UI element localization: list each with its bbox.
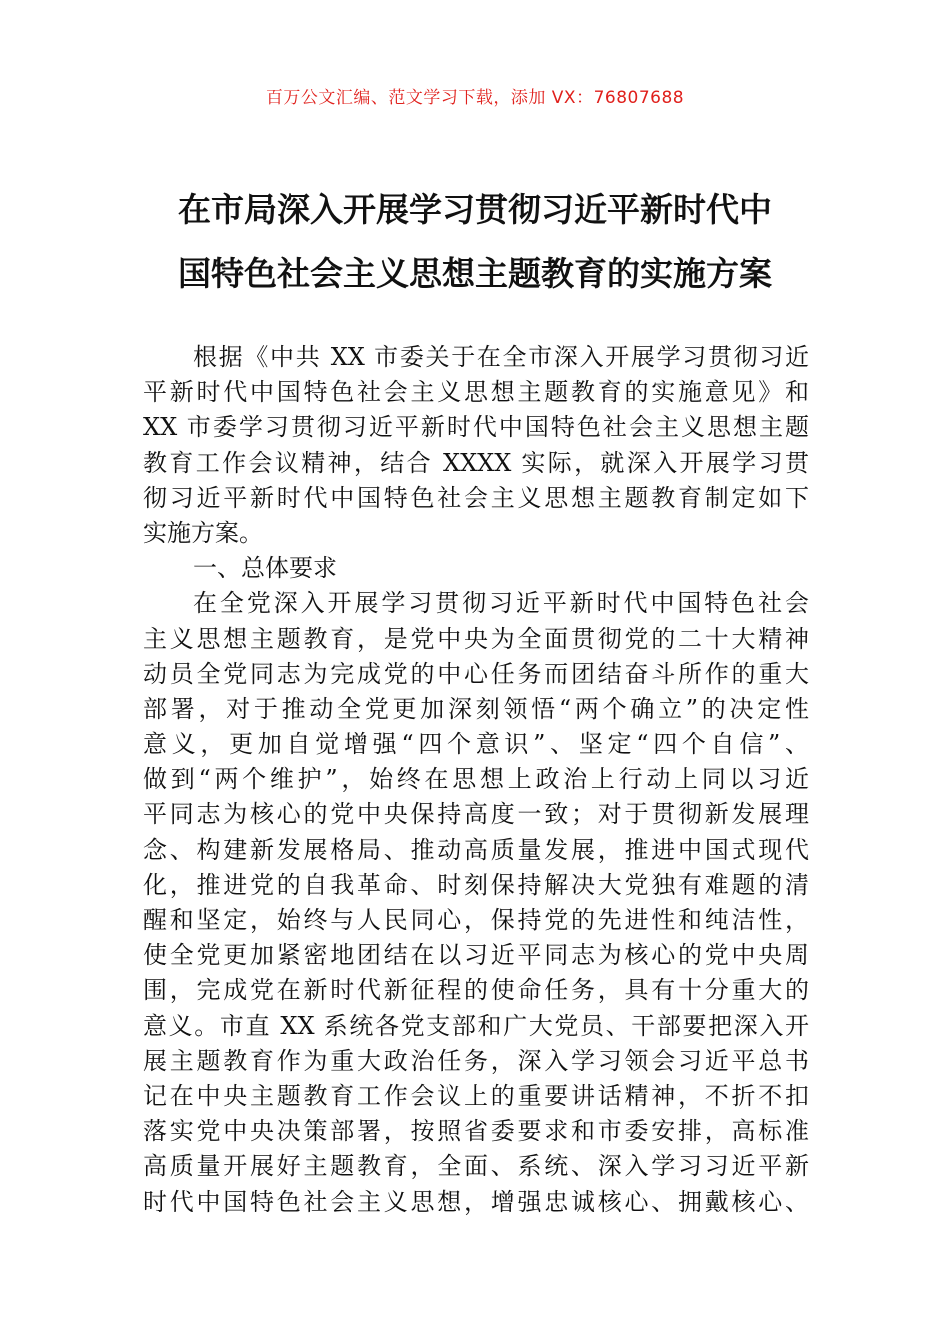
body-line: 高质量开展好主题教育，全面、系统、深入学习习近平新 bbox=[143, 1152, 809, 1181]
body-line: 彻习近平新时代中国特色社会主义思想主题教育制定如下 bbox=[143, 483, 809, 512]
body-line: 根据《中共 XX 市委关于在全市深入开展学习贯彻习近 bbox=[193, 343, 809, 371]
body-line: 教育工作会议精神，结合 XXXX 实际，就深入开展学习贯 bbox=[143, 448, 809, 477]
body-line: 部署，对于推动全党更加深刻领悟“两个确立”的决定性 bbox=[143, 694, 809, 723]
body-line: 做到“两个维护”，始终在思想上政治上行动上同以习近 bbox=[143, 765, 809, 794]
document-body bbox=[143, 340, 809, 1220]
body-line: 使全党更加紧密地团结在以习近平同志为核心的党中央周 bbox=[143, 941, 809, 970]
title-line-1: 在市局深入开展学习贯彻习近平新时代中 bbox=[178, 190, 772, 229]
body-line: 平同志为核心的党中央保持高度一致；对于贯彻新发展理 bbox=[143, 800, 809, 829]
body-line: XX 市委学习贯彻习近平新时代中国特色社会主义思想主题 bbox=[143, 413, 809, 442]
body-line: 在全党深入开展学习贯彻习近平新时代中国特色社会 bbox=[193, 589, 809, 618]
body-line: 意义，更加自觉增强“四个意识”、坚定“四个自信”、 bbox=[143, 730, 809, 759]
body-line: 记在中央主题教育工作会议上的重要讲话精神，不折不扣 bbox=[143, 1081, 809, 1110]
body-line: 主义思想主题教育，是党中央为全面贯彻党的二十大精神 bbox=[143, 624, 809, 653]
body-line: 化，推进党的自我革命、时刻保持解决大党独有难题的清 bbox=[143, 870, 809, 899]
body-line: 围，完成党在新时代新征程的使命任务，具有十分重大的 bbox=[143, 976, 809, 1005]
document-title bbox=[100, 178, 850, 306]
body-line: 时代中国特色社会主义思想，增强忠诚核心、拥戴核心、 bbox=[143, 1187, 809, 1216]
body-line: 动员全党同志为完成党的中心任务而团结奋斗所作的重大 bbox=[143, 659, 809, 688]
download-banner: 百万公文汇编、范文学习下载，添加 VX：76807688 bbox=[265, 88, 685, 108]
body-line: 意义。市直 XX 系统各党支部和广大党员、干部要把深入开 bbox=[143, 1011, 809, 1040]
section-heading: 一、总体要求 bbox=[193, 554, 337, 583]
body-line: 展主题教育作为重大政治任务，深入学习领会习近平总书 bbox=[143, 1046, 809, 1075]
body-line: 落实党中央决策部署，按照省委要求和市委安排，高标准 bbox=[143, 1117, 809, 1146]
title-line-2: 国特色社会主义思想主题教育的实施方案 bbox=[178, 254, 772, 293]
body-line: 念、构建新发展格局、推动高质量发展，推进中国式现代 bbox=[143, 835, 809, 864]
body-line: 平新时代中国特色社会主义思想主题教育的实施意见》和 bbox=[143, 378, 809, 407]
body-line: 实施方案。 bbox=[143, 518, 263, 547]
body-line: 醒和坚定，始终与人民同心，保持党的先进性和纯洁性， bbox=[143, 906, 809, 934]
